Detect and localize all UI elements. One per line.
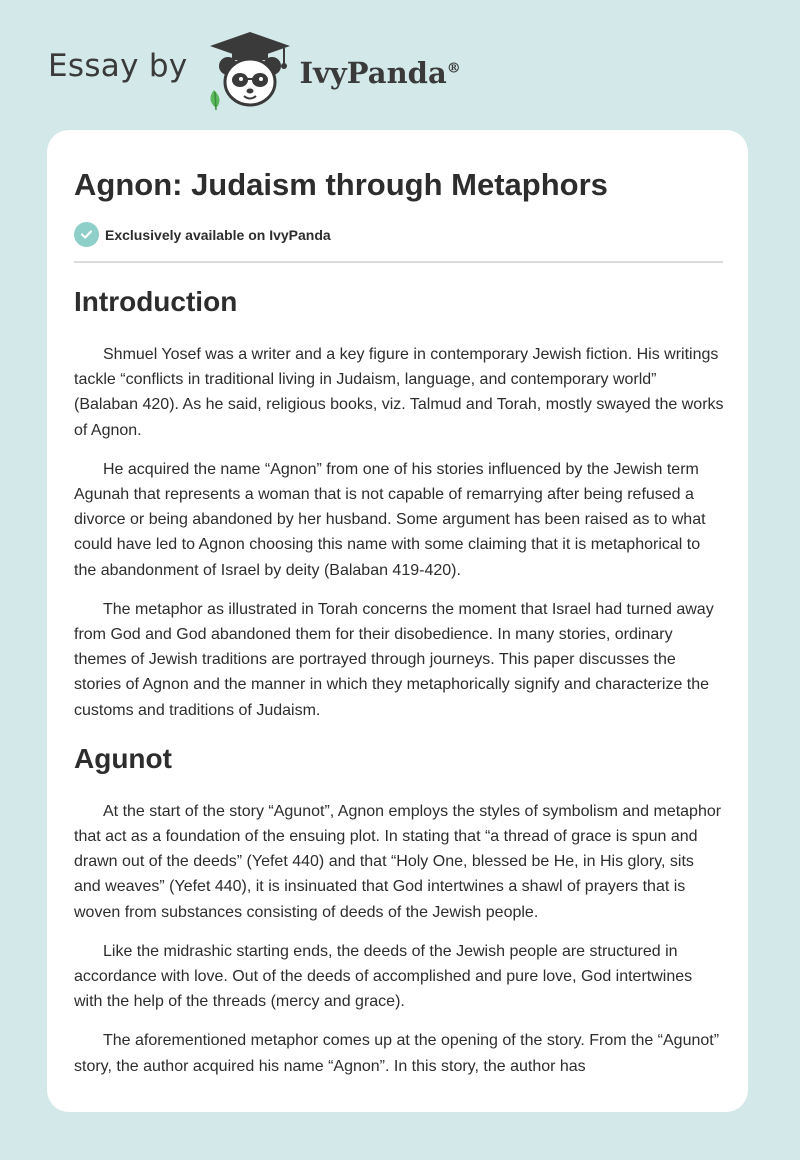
exclusive-badge-text: Exclusively available on IvyPanda: [105, 226, 331, 243]
exclusive-badge: [74, 222, 331, 247]
brand-header[interactable]: [48, 30, 461, 110]
essay-card: [47, 130, 748, 1112]
paragraph: The metaphor as illustrated in Torah concerns the moment that Israel had turned away from God and God abandoned them for their disobedience. In many stories, ordinary themes of Jewish traditions are portrayed through journeys. This paper discusses the stories of Agnon and the manner in which they metaphorically signify and characterize the customs and traditions of Judaism.: [74, 600, 714, 719]
essay-body: [74, 280, 724, 1093]
check-circle-icon: [74, 222, 99, 247]
panda-graduate-logo-icon: [204, 30, 296, 110]
page-title: Agnon: Judaism through Metaphors: [74, 167, 608, 202]
paragraph: Shmuel Yosef was a writer and a key figure in contemporary Jewish fiction. His writings tackle “conflicts in traditional living in Judaism, language, and contemporary world” (Balaban 420). As he said, religious books, viz. Talmud and Torah, mostly swayed the works of Agnon.: [74, 346, 724, 439]
paragraph: He acquired the name “Agnon” from one of his stories influenced by the Jewish term Agunah that represents a woman that is not capable of remarrying after being refused a divorce or being abandoned by her husband. Some argument has been raised as to what could have led to Agnon choosing this name with some claiming that it is metaphorical to the abandonment of Israel by deity (Balaban 419-420).: [74, 460, 706, 579]
paragraph: The aforementioned metaphor comes up at the opening of the story. From the “Agunot” story, the author acquired his name “Agnon”. In this story, the author has: [74, 1032, 720, 1075]
brand-name: IvyPanda®: [299, 56, 461, 90]
brand-prefix: Essay by: [48, 48, 188, 84]
section-heading-introduction: Introduction: [74, 286, 238, 317]
paragraph: At the start of the story “Agunot”, Agnon employs the styles of symbolism and metaphor that act as a foundation of the ensuing plot. In stating that “a thread of grace is spun and drawn out of the deeds” (Yefet 440) and that “Holy One, blessed be He, in His glory, sits and weaves” (Yefet 440), it is insinuated that God intertwines a shawl of prayers that is woven from substances consisting of deeds of the Jewish people.: [74, 802, 722, 921]
section-heading-agunot: Agunot: [74, 742, 172, 774]
paragraph: Like the midrashic starting ends, the deeds of the Jewish people are structured in accordance with love. Out of the deeds of accomplished and pure love, God intertwines with the help of the threads (mercy and grace).: [74, 942, 693, 1011]
title-divider: [74, 261, 723, 263]
